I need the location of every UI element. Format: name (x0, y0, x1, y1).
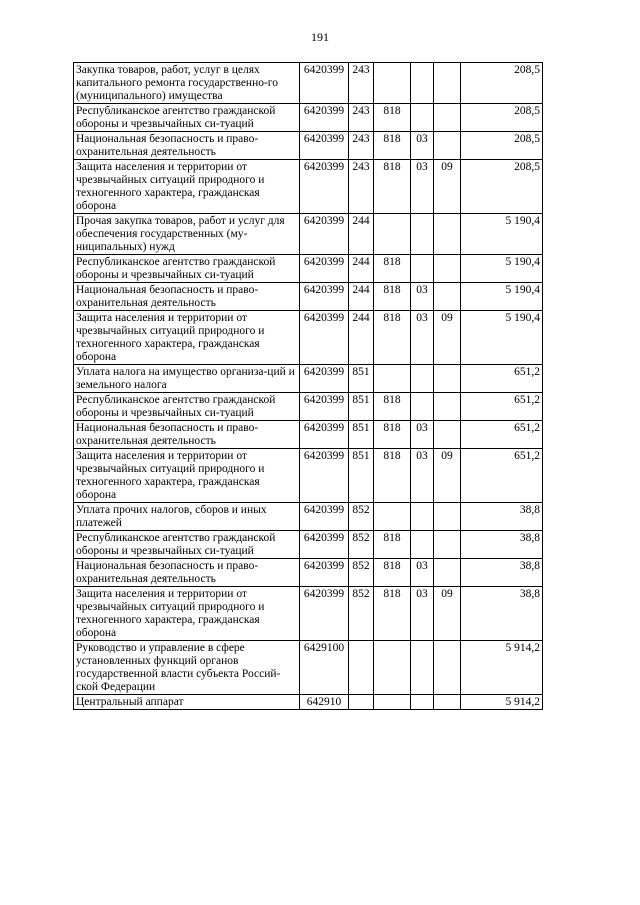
row-department-code-cell (374, 531, 411, 559)
row-amount-text: 208,5 (514, 105, 540, 117)
row-department-code-cell (374, 255, 411, 283)
row-target-code-cell (300, 393, 349, 421)
table-row (74, 641, 543, 695)
row-expense-type-text: 851 (352, 450, 370, 462)
row-expense-type-text: 851 (352, 394, 370, 406)
row-amount-cell (461, 311, 543, 365)
row-amount-text: 5 190,4 (505, 312, 540, 324)
row-target-code-text: 6420399 (303, 504, 345, 516)
row-target-code-cell (300, 283, 349, 311)
row-target-code-text: 6420399 (303, 133, 345, 145)
row-subsection-cell (434, 587, 461, 641)
row-name-cell (74, 104, 300, 132)
row-subsection-cell (434, 695, 461, 710)
row-target-code-text: 6420399 (303, 161, 345, 173)
row-target-code-text: 6420399 (303, 215, 345, 227)
table-row (74, 559, 543, 587)
row-expense-type-cell (349, 559, 374, 587)
row-department-code-cell (374, 160, 411, 214)
row-subsection-cell (434, 393, 461, 421)
row-section-text: 03 (416, 450, 428, 462)
row-name-text: Республиканское агентство гражданской обороны и чрезвычайных си-туаций (76, 394, 276, 419)
row-expense-type-text: 243 (352, 161, 370, 173)
row-name-cell (74, 587, 300, 641)
row-department-code-text: 818 (383, 256, 401, 268)
row-subsection-cell (434, 255, 461, 283)
row-name-cell (74, 283, 300, 311)
row-subsection-cell (434, 421, 461, 449)
row-target-code-text: 6420399 (303, 366, 345, 378)
row-amount-cell (461, 531, 543, 559)
row-name-text: Национальная безопасность и право-охранительная деятельность (76, 133, 259, 158)
row-expense-type-cell (349, 160, 374, 214)
row-department-code-cell (374, 641, 411, 695)
row-target-code-cell (300, 503, 349, 531)
row-name-text: Республиканское агентство гражданской обороны и чрезвычайных си-туаций (76, 532, 276, 557)
row-amount-cell (461, 393, 543, 421)
row-amount-text: 5 190,4 (505, 215, 540, 227)
row-expense-type-cell (349, 311, 374, 365)
row-amount-cell (461, 160, 543, 214)
row-amount-text: 208,5 (514, 64, 540, 76)
row-section-cell (411, 311, 434, 365)
row-expense-type-cell (349, 421, 374, 449)
row-department-code-text: 818 (383, 105, 401, 117)
row-expense-type-text: 852 (352, 588, 370, 600)
row-name-text: Уплата налога на имущество организа-ций и земельного налога (76, 366, 295, 391)
row-expense-type-cell (349, 214, 374, 255)
table-row (74, 587, 543, 641)
table-row (74, 365, 543, 393)
row-name-cell (74, 63, 300, 104)
row-amount-cell (461, 503, 543, 531)
row-department-code-cell (374, 695, 411, 710)
row-expense-type-cell (349, 695, 374, 710)
row-department-code-cell (374, 104, 411, 132)
row-target-code-text: 6420399 (303, 284, 345, 296)
row-target-code-text: 6420399 (303, 394, 345, 406)
row-expense-type-cell (349, 503, 374, 531)
row-target-code-cell (300, 695, 349, 710)
row-expense-type-cell (349, 449, 374, 503)
row-department-code-text: 818 (383, 394, 401, 406)
row-department-code-text: 818 (383, 532, 401, 544)
row-expense-type-text: 243 (352, 105, 370, 117)
row-department-code-text: 818 (383, 133, 401, 145)
row-name-cell (74, 421, 300, 449)
row-target-code-text: 6429100 (303, 642, 345, 654)
row-department-code-cell (374, 132, 411, 160)
row-section-cell (411, 503, 434, 531)
row-amount-cell (461, 104, 543, 132)
row-expense-type-cell (349, 255, 374, 283)
row-subsection-text: 09 (441, 312, 453, 324)
row-expense-type-text: 243 (352, 133, 370, 145)
row-name-cell (74, 641, 300, 695)
row-name-cell (74, 255, 300, 283)
row-subsection-cell (434, 132, 461, 160)
row-department-code-cell (374, 393, 411, 421)
row-amount-cell (461, 559, 543, 587)
row-section-text: 03 (416, 133, 428, 145)
row-name-cell (74, 132, 300, 160)
row-amount-cell (461, 63, 543, 104)
row-amount-cell (461, 587, 543, 641)
row-expense-type-text: 244 (352, 215, 370, 227)
row-subsection-cell (434, 311, 461, 365)
row-subsection-cell (434, 503, 461, 531)
row-name-text: Национальная безопасность и право-охранительная деятельность (76, 422, 259, 447)
row-expense-type-cell (349, 641, 374, 695)
row-target-code-text: 6420399 (303, 422, 345, 434)
row-amount-cell (461, 641, 543, 695)
row-section-cell (411, 695, 434, 710)
row-amount-text: 651,2 (514, 450, 540, 462)
row-department-code-cell (374, 449, 411, 503)
row-expense-type-cell (349, 587, 374, 641)
row-name-cell (74, 214, 300, 255)
row-subsection-cell (434, 104, 461, 132)
row-department-code-text: 818 (383, 588, 401, 600)
row-section-cell (411, 587, 434, 641)
row-expense-type-cell (349, 104, 374, 132)
row-section-cell (411, 531, 434, 559)
row-subsection-cell (434, 365, 461, 393)
row-target-code-cell (300, 104, 349, 132)
row-name-text: Национальная безопасность и право-охранительная деятельность (76, 560, 259, 585)
row-name-text: Национальная безопасность и право-охранительная деятельность (76, 284, 259, 309)
row-name-cell (74, 311, 300, 365)
row-name-cell (74, 393, 300, 421)
row-name-cell (74, 559, 300, 587)
table-row (74, 255, 543, 283)
row-subsection-cell (434, 283, 461, 311)
row-subsection-text: 09 (441, 450, 453, 462)
row-section-cell (411, 283, 434, 311)
row-name-text: Закупка товаров, работ, услуг в целях капитального ремонта государственно-го (муниципального) имущества (76, 64, 278, 102)
row-amount-text: 208,5 (514, 161, 540, 173)
row-department-code-cell (374, 421, 411, 449)
row-amount-text: 651,2 (514, 366, 540, 378)
row-name-cell (74, 365, 300, 393)
row-target-code-cell (300, 214, 349, 255)
row-expense-type-cell (349, 63, 374, 104)
row-amount-text: 5 190,4 (505, 256, 540, 268)
row-target-code-cell (300, 531, 349, 559)
row-target-code-cell (300, 311, 349, 365)
row-section-cell (411, 214, 434, 255)
budget-table (73, 62, 543, 710)
row-amount-text: 5 914,2 (505, 642, 540, 654)
row-amount-text: 38,8 (519, 532, 540, 544)
row-section-cell (411, 255, 434, 283)
table-row (74, 393, 543, 421)
row-department-code-cell (374, 283, 411, 311)
row-target-code-text: 642910 (306, 696, 342, 708)
row-section-cell (411, 449, 434, 503)
row-target-code-cell (300, 559, 349, 587)
row-expense-type-text: 851 (352, 422, 370, 434)
row-subsection-cell (434, 214, 461, 255)
row-name-text: Руководство и управление в сфере установленных функций органов государственной власти субъекта Россий-ской Федерации (76, 642, 281, 693)
row-name-text: Защита населения и территории от чрезвычайных ситуаций природного и техногенного характера, гражданская оборона (76, 588, 265, 639)
table-row (74, 283, 543, 311)
row-department-code-text: 818 (383, 284, 401, 296)
row-amount-cell (461, 449, 543, 503)
row-target-code-cell (300, 587, 349, 641)
row-name-text: Уплата прочих налогов, сборов и иных платежей (76, 504, 267, 529)
row-target-code-cell (300, 365, 349, 393)
row-section-text: 03 (416, 560, 428, 572)
row-target-code-cell (300, 255, 349, 283)
row-section-cell (411, 393, 434, 421)
row-expense-type-text: 244 (352, 312, 370, 324)
row-department-code-cell (374, 311, 411, 365)
page-number: 191 (311, 30, 329, 44)
row-target-code-text: 6420399 (303, 256, 345, 268)
row-department-code-cell (374, 559, 411, 587)
table-row (74, 311, 543, 365)
row-name-cell (74, 695, 300, 710)
row-amount-cell (461, 365, 543, 393)
table-row (74, 214, 543, 255)
table-row (74, 449, 543, 503)
row-subsection-cell (434, 63, 461, 104)
row-department-code-cell (374, 63, 411, 104)
row-subsection-cell (434, 531, 461, 559)
row-name-text: Республиканское агентство гражданской обороны и чрезвычайных си-туаций (76, 105, 276, 130)
row-department-code-text: 818 (383, 450, 401, 462)
row-target-code-cell (300, 421, 349, 449)
row-target-code-text: 6420399 (303, 450, 345, 462)
row-name-cell (74, 449, 300, 503)
row-name-text: Защита населения и территории от чрезвычайных ситуаций природного и техногенного характера, гражданская оборона (76, 161, 265, 212)
row-expense-type-cell (349, 531, 374, 559)
row-name-cell (74, 503, 300, 531)
row-target-code-text: 6420399 (303, 64, 345, 76)
row-subsection-cell (434, 160, 461, 214)
row-subsection-cell (434, 641, 461, 695)
table-row (74, 132, 543, 160)
row-section-cell (411, 104, 434, 132)
row-expense-type-cell (349, 365, 374, 393)
row-target-code-cell (300, 641, 349, 695)
row-amount-cell (461, 283, 543, 311)
row-department-code-text: 818 (383, 161, 401, 173)
row-name-cell (74, 160, 300, 214)
row-expense-type-cell (349, 132, 374, 160)
row-department-code-cell (374, 365, 411, 393)
row-amount-text: 38,8 (519, 588, 540, 600)
row-expense-type-text: 852 (352, 532, 370, 544)
row-expense-type-cell (349, 283, 374, 311)
table-row (74, 104, 543, 132)
row-subsection-cell (434, 559, 461, 587)
row-section-cell (411, 365, 434, 393)
row-expense-type-text: 852 (352, 560, 370, 572)
row-amount-cell (461, 695, 543, 710)
row-section-text: 03 (416, 312, 428, 324)
row-section-cell (411, 421, 434, 449)
row-section-text: 03 (416, 284, 428, 296)
row-target-code-cell (300, 63, 349, 104)
row-name-text: Республиканское агентство гражданской обороны и чрезвычайных си-туаций (76, 256, 276, 281)
row-amount-text: 208,5 (514, 133, 540, 145)
row-expense-type-text: 852 (352, 504, 370, 516)
row-amount-text: 38,8 (519, 504, 540, 516)
budget-table-body (74, 63, 543, 710)
row-department-code-text: 818 (383, 560, 401, 572)
row-amount-text: 5 914,2 (505, 696, 540, 708)
row-department-code-text: 818 (383, 422, 401, 434)
row-target-code-cell (300, 449, 349, 503)
row-amount-cell (461, 214, 543, 255)
row-target-code-cell (300, 160, 349, 214)
row-expense-type-text: 244 (352, 284, 370, 296)
row-name-text: Центральный аппарат (76, 696, 184, 708)
row-amount-cell (461, 132, 543, 160)
row-section-cell (411, 641, 434, 695)
row-section-text: 03 (416, 161, 428, 173)
row-subsection-text: 09 (441, 161, 453, 173)
row-amount-cell (461, 421, 543, 449)
row-target-code-text: 6420399 (303, 560, 345, 572)
table-row (74, 503, 543, 531)
table-row (74, 63, 543, 104)
row-section-text: 03 (416, 422, 428, 434)
row-section-cell (411, 63, 434, 104)
row-target-code-text: 6420399 (303, 588, 345, 600)
table-row (74, 531, 543, 559)
row-expense-type-cell (349, 393, 374, 421)
row-section-cell (411, 559, 434, 587)
row-amount-text: 651,2 (514, 422, 540, 434)
table-row (74, 695, 543, 710)
row-subsection-cell (434, 449, 461, 503)
row-expense-type-text: 243 (352, 64, 370, 76)
row-target-code-cell (300, 132, 349, 160)
row-amount-text: 651,2 (514, 394, 540, 406)
row-name-text: Защита населения и территории от чрезвычайных ситуаций природного и техногенного характера, гражданская оборона (76, 312, 265, 363)
row-name-cell (74, 531, 300, 559)
row-amount-text: 38,8 (519, 560, 540, 572)
row-target-code-text: 6420399 (303, 312, 345, 324)
table-row (74, 421, 543, 449)
row-section-cell (411, 132, 434, 160)
row-amount-cell (461, 255, 543, 283)
table-row (74, 160, 543, 214)
row-subsection-text: 09 (441, 588, 453, 600)
row-amount-text: 5 190,4 (505, 284, 540, 296)
row-department-code-cell (374, 503, 411, 531)
row-name-text: Прочая закупка товаров, работ и услуг для обеспечения государственных (му-ниципальных) нужд (76, 215, 285, 253)
row-department-code-cell (374, 214, 411, 255)
row-department-code-text: 818 (383, 312, 401, 324)
row-expense-type-text: 244 (352, 256, 370, 268)
row-section-cell (411, 160, 434, 214)
row-section-text: 03 (416, 588, 428, 600)
row-expense-type-text: 851 (352, 366, 370, 378)
row-target-code-text: 6420399 (303, 105, 345, 117)
row-target-code-text: 6420399 (303, 532, 345, 544)
row-name-text: Защита населения и территории от чрезвычайных ситуаций природного и техногенного характера, гражданская оборона (76, 450, 265, 501)
row-department-code-cell (374, 587, 411, 641)
